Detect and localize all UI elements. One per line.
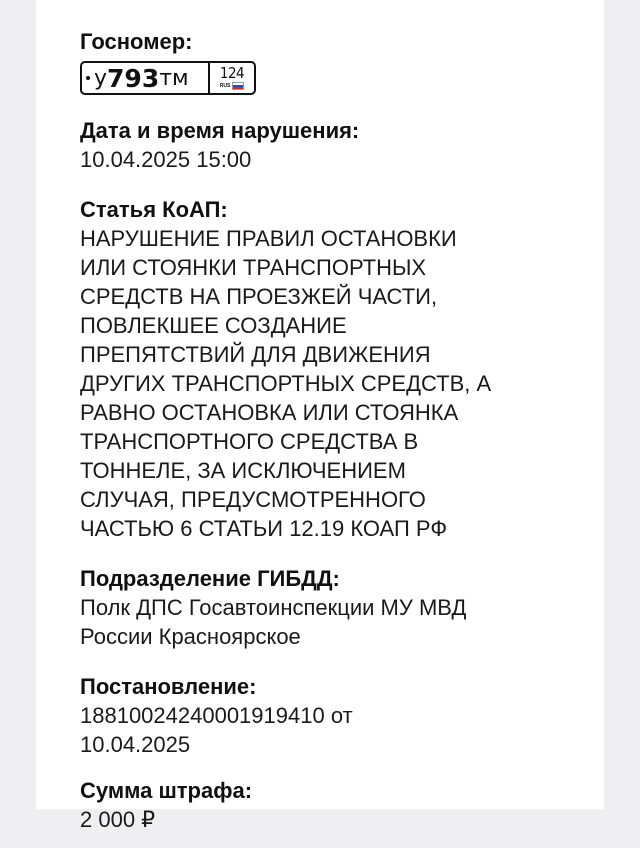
fine-details-content bbox=[80, 28, 580, 848]
fine-amount-section bbox=[80, 777, 580, 834]
plate-section bbox=[80, 28, 580, 95]
plate-region-code: 124 bbox=[219, 64, 245, 82]
plate-series-end: тм bbox=[159, 65, 189, 91]
article-label: Статья КоАП: bbox=[80, 197, 228, 222]
plate-region-part bbox=[208, 63, 254, 93]
fine-amount-value: 2 000 ₽ bbox=[80, 807, 156, 832]
plate-main-part bbox=[82, 63, 208, 93]
license-plate bbox=[80, 61, 256, 95]
plate-country-row bbox=[220, 82, 245, 90]
gibdd-unit-section bbox=[80, 565, 580, 651]
plate-bolt-icon bbox=[86, 76, 90, 80]
article-value: НАРУШЕНИЕ ПРАВИЛ ОСТАНОВКИ ИЛИ СТОЯНКИ ТРАНСПОРТНЫХ СРЕДСТВ НА ПРОЕЗЖЕЙ ЧАСТИ, ПОВЛЕКШЕЕ СОЗДАНИЕ ПРЕПЯТСТВИЙ ДЛЯ ДВИЖЕНИЯ ДРУГИХ ТРАНСПОРТНЫХ СРЕДСТВ, А РАВНО ОСТАНОВКА ИЛИ СТОЯНКА ТРАНСПОРТНОГО СРЕДСТВА В ТОННЕЛЕ, ЗА ИСКЛЮЧЕНИЕМ СЛУЧАЯ, ПРЕДУСМОТРЕННОГО ЧАСТЬЮ 6 СТАТЬИ 12.19 КОАП РФ bbox=[80, 226, 492, 541]
plate-digits: 793 bbox=[107, 63, 160, 93]
violation-datetime-label: Дата и время нарушения: bbox=[80, 118, 360, 143]
plate-country-code: RUS bbox=[219, 82, 231, 89]
plate-series-start: у bbox=[94, 65, 108, 91]
russia-flag-icon bbox=[232, 82, 244, 90]
gibdd-unit-label: Подразделение ГИБДД: bbox=[80, 566, 340, 591]
article-section bbox=[80, 196, 580, 543]
gibdd-unit-value: Полк ДПС Госавтоинспекции МУ МВД России Красноярское bbox=[80, 595, 467, 649]
flag-stripe-red bbox=[233, 87, 243, 89]
decree-section bbox=[80, 673, 580, 759]
violation-datetime-section bbox=[80, 117, 580, 174]
fine-details-card bbox=[36, 0, 604, 832]
decree-label: Постановление: bbox=[80, 674, 257, 699]
decree-value: 18810024240001919410 от 10.04.2025 bbox=[80, 703, 353, 757]
plate-label: Госномер: bbox=[80, 29, 193, 54]
fine-amount-label: Сумма штрафа: bbox=[80, 778, 253, 803]
violation-datetime-value: 10.04.2025 15:00 bbox=[80, 147, 252, 172]
